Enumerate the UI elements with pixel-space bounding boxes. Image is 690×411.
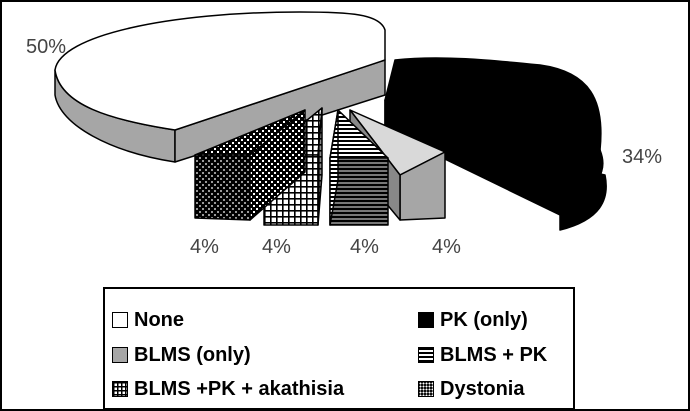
legend-item-none xyxy=(112,307,184,333)
legend-item-pk-only xyxy=(418,307,528,333)
legend-swatch-pk-only xyxy=(418,312,434,328)
data-label-dystonia: 4% xyxy=(190,236,219,258)
slice-dystonia-front xyxy=(195,155,250,220)
data-label-blms-pk: 4% xyxy=(350,236,379,258)
data-label-blms-only: 4% xyxy=(432,236,461,258)
legend-label-pk-only: PK (only) xyxy=(440,308,528,331)
data-label-none: 50% xyxy=(26,36,67,58)
legend-label-blms-pk-akathisia: BLMS +PK + akathisia xyxy=(134,377,345,400)
legend-item-blms-pk xyxy=(418,342,547,368)
legend-item-dystonia xyxy=(418,376,524,402)
legend-item-blms-only xyxy=(112,342,251,368)
legend-swatch-blms-pk xyxy=(418,347,434,363)
data-label-pk-only: 34% xyxy=(622,146,663,168)
legend-swatch-dystonia xyxy=(418,381,434,397)
legend-swatch-blms-pk-akathisia xyxy=(112,381,128,397)
legend-label-blms-only: BLMS (only) xyxy=(134,343,251,366)
data-label-blms-pk-akathisia: 4% xyxy=(262,236,291,258)
legend-label-dystonia: Dystonia xyxy=(440,377,525,400)
legend-label-none: None xyxy=(134,308,184,331)
legend-label-blms-pk: BLMS + PK xyxy=(440,343,548,366)
legend-item-blms-pk-akathisia xyxy=(112,376,344,402)
legend-swatch-blms-only xyxy=(112,347,128,363)
legend-swatch-none xyxy=(112,312,128,328)
